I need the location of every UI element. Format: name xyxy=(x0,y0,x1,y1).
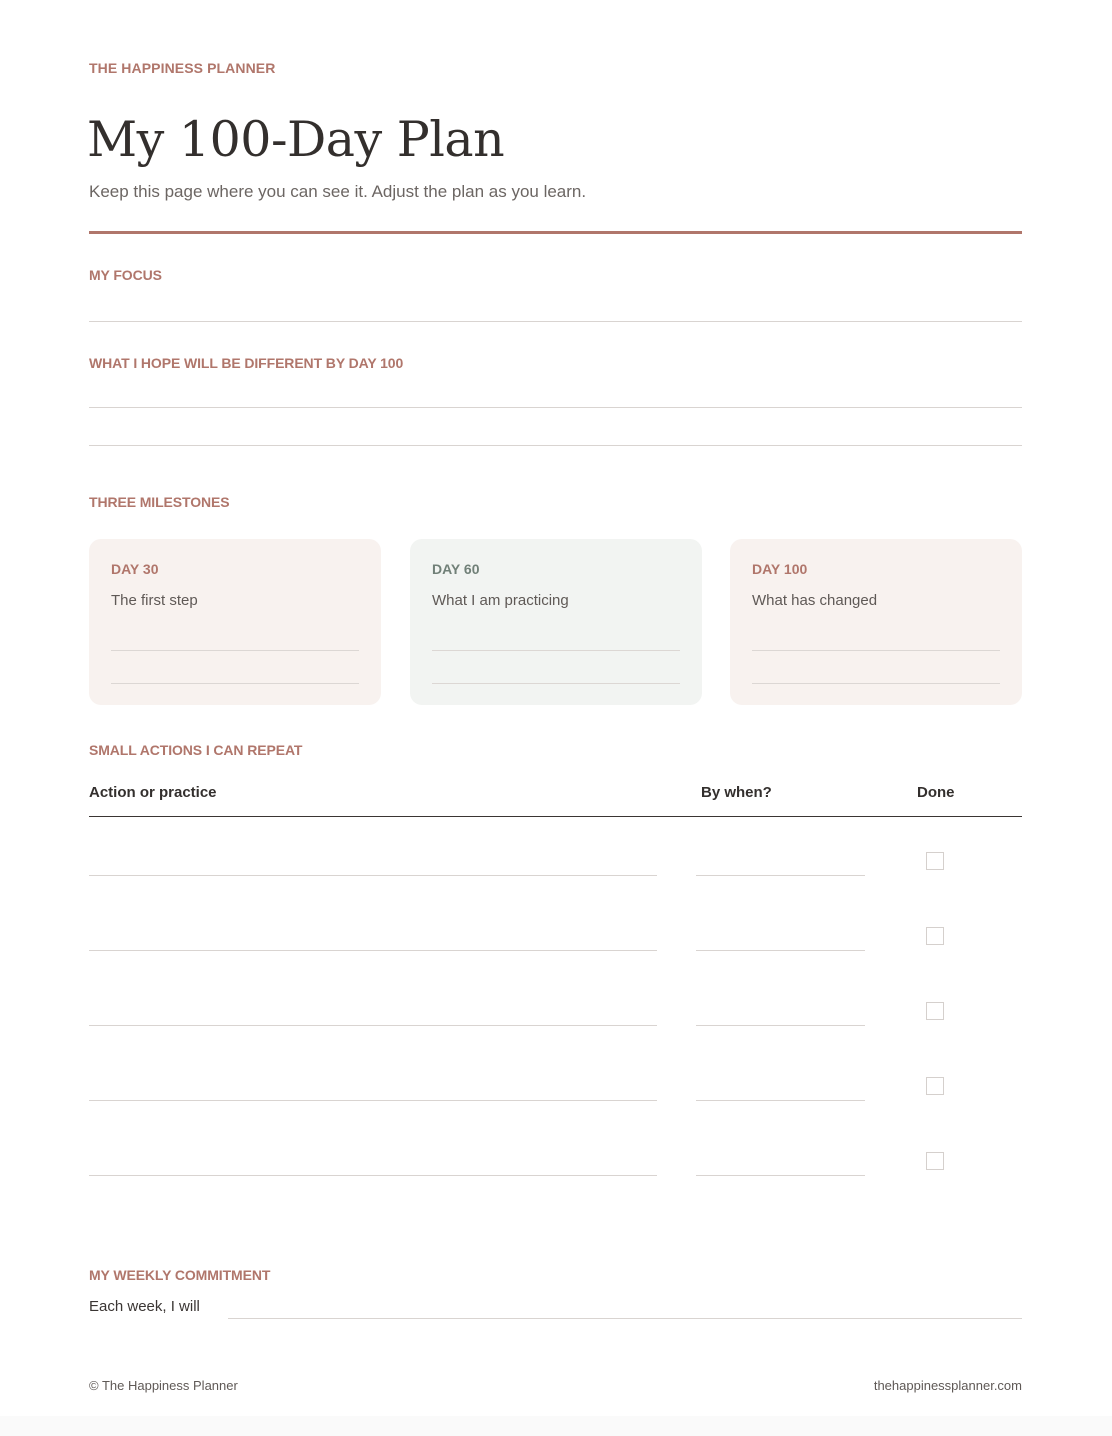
milestone-write-line[interactable] xyxy=(752,683,1000,684)
done-checkbox[interactable] xyxy=(926,1152,944,1170)
done-checkbox[interactable] xyxy=(926,1077,944,1095)
table-row xyxy=(89,951,1022,1026)
focus-write-line[interactable] xyxy=(89,321,1022,322)
milestone-cards xyxy=(89,539,1022,705)
table-row xyxy=(89,801,1022,876)
milestone-write-line[interactable] xyxy=(111,650,359,651)
column-header-done: Done xyxy=(917,784,955,801)
done-checkbox[interactable] xyxy=(926,1002,944,1020)
section-label-hope: WHAT I HOPE WILL BE DIFFERENT BY DAY 100 xyxy=(89,355,404,371)
table-row xyxy=(89,1026,1022,1101)
hope-write-line-1[interactable] xyxy=(89,407,1022,408)
milestone-write-line[interactable] xyxy=(432,650,680,651)
section-label-focus: MY FOCUS xyxy=(89,267,162,283)
page-title: My 100-Day Plan xyxy=(87,111,505,168)
milestone-card-day-60 xyxy=(410,539,702,705)
brand-name: THE HAPPINESS PLANNER xyxy=(89,60,276,76)
footer-website: thehappinessplanner.com xyxy=(873,1378,1022,1393)
weekly-write-line[interactable] xyxy=(228,1318,1022,1319)
planner-page xyxy=(89,0,1022,1436)
done-checkbox[interactable] xyxy=(926,852,944,870)
milestone-subtitle: What has changed xyxy=(752,592,878,609)
weekly-prompt: Each week, I will xyxy=(89,1298,200,1315)
footer-copyright: © The Happiness Planner xyxy=(89,1378,238,1393)
milestone-subtitle: What I am practicing xyxy=(432,592,569,609)
column-header-when: By when? xyxy=(701,784,772,801)
section-label-weekly: MY WEEKLY COMMITMENT xyxy=(89,1267,271,1283)
column-header-action: Action or practice xyxy=(89,784,217,801)
when-write-line[interactable] xyxy=(696,1175,865,1176)
milestone-day-label: DAY 60 xyxy=(432,561,480,577)
section-label-actions: SMALL ACTIONS I CAN REPEAT xyxy=(89,742,303,758)
section-label-milestones: THREE MILESTONES xyxy=(89,494,230,510)
milestone-write-line[interactable] xyxy=(432,683,680,684)
header-divider xyxy=(89,231,1022,234)
milestone-day-label: DAY 30 xyxy=(111,561,159,577)
milestone-day-label: DAY 100 xyxy=(752,561,808,577)
milestone-card-day-100 xyxy=(730,539,1022,705)
milestone-write-line[interactable] xyxy=(752,650,1000,651)
hope-write-line-2[interactable] xyxy=(89,445,1022,446)
page-subtitle: Keep this page where you can see it. Adjust the plan as you learn. xyxy=(89,182,587,201)
milestone-subtitle: The first step xyxy=(111,592,198,609)
table-row xyxy=(89,1101,1022,1176)
milestone-write-line[interactable] xyxy=(111,683,359,684)
action-write-line[interactable] xyxy=(89,1175,657,1176)
table-row xyxy=(89,876,1022,951)
milestone-card-day-30 xyxy=(89,539,381,705)
done-checkbox[interactable] xyxy=(926,927,944,945)
page-bottom-band xyxy=(0,1416,1112,1436)
